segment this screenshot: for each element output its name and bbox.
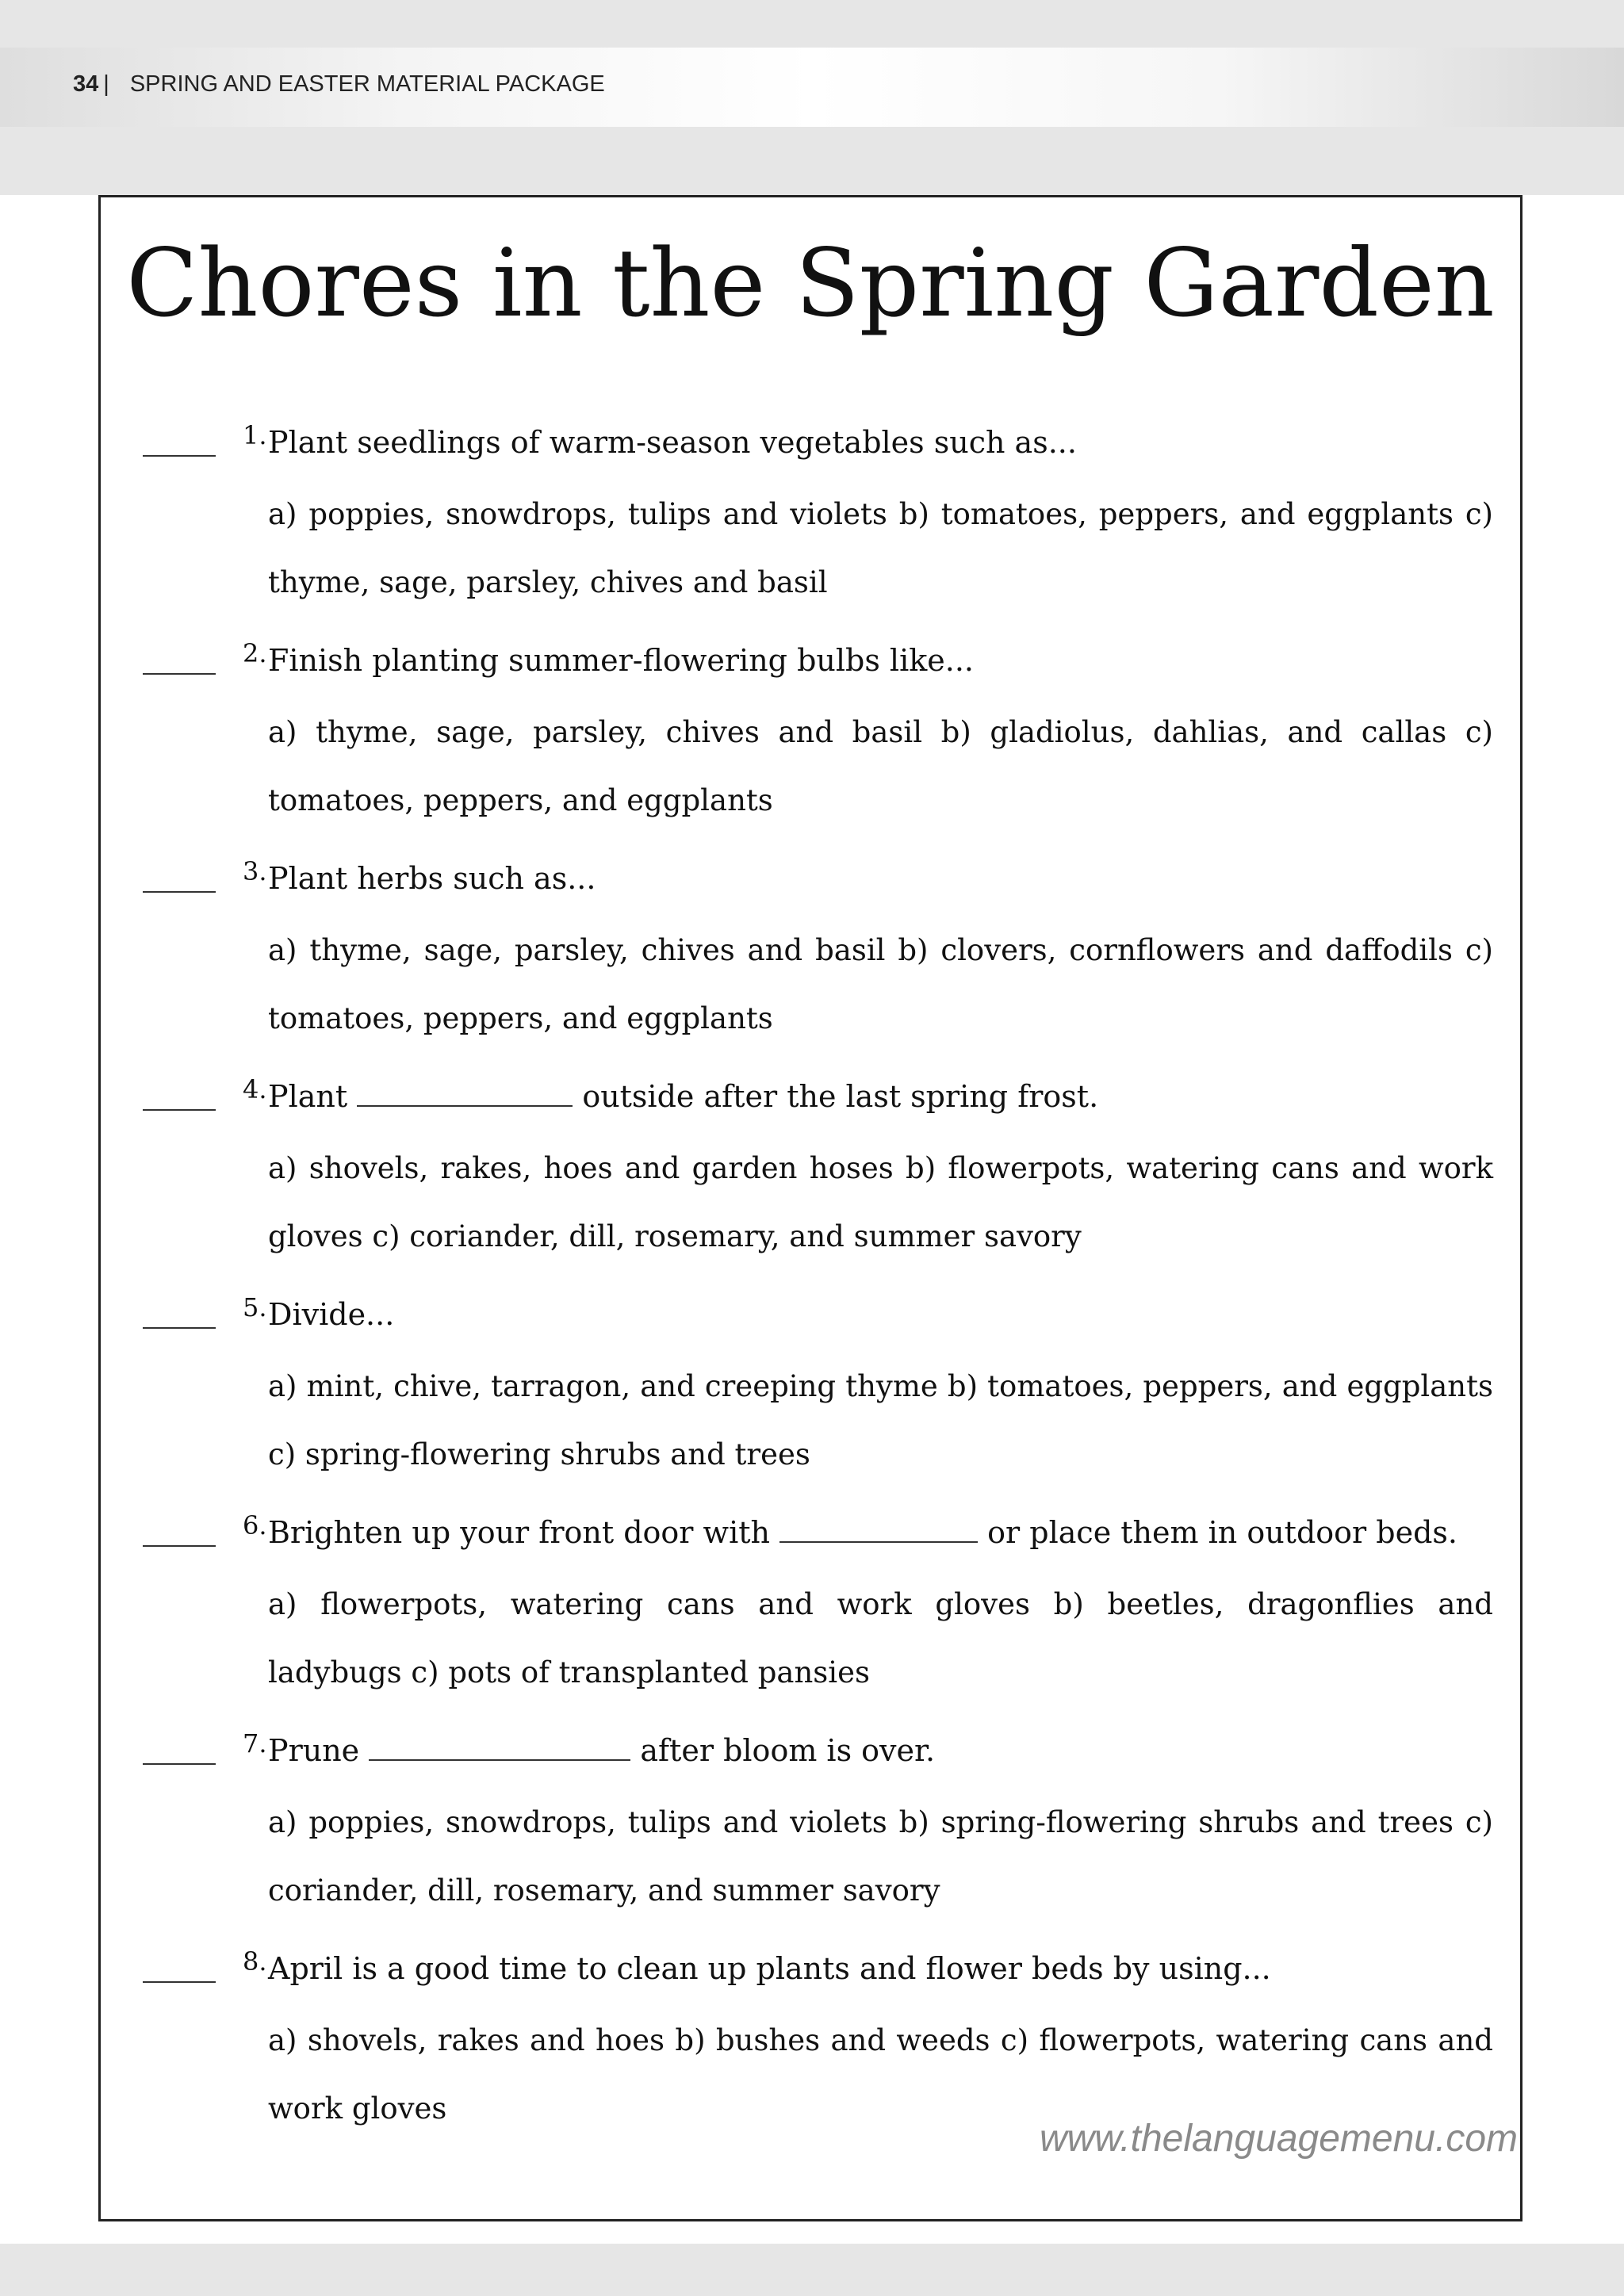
question-options: a) poppies, snowdrops, tulips and violets b) tomatoes, peppers, and eggplants c) thyme, sage, parsley, chives and basil xyxy=(268,497,1493,599)
answer-blank[interactable] xyxy=(143,1109,216,1111)
question-text-start: Prune xyxy=(268,1733,360,1768)
answer-blank[interactable] xyxy=(143,673,216,675)
question-options: a) thyme, sage, parsley, chives and basil b) gladiolus, dahlias, and callas c) tomatoes, peppers, and eggplants xyxy=(268,715,1493,817)
fill-in-blank[interactable] xyxy=(369,1758,630,1761)
question-options: a) shovels, rakes, hoes and garden hoses b) flowerpots, watering cans and work gloves c) coriander, dill, rosemary, and summer savory xyxy=(268,1151,1493,1253)
question-text: Divide... xyxy=(268,1297,395,1332)
question-number: 2. xyxy=(243,638,267,668)
answer-blank[interactable] xyxy=(143,1763,216,1765)
answer-blank[interactable] xyxy=(143,1327,216,1329)
question-text-end: after bloom is over. xyxy=(640,1733,936,1768)
question-number: 6. xyxy=(243,1510,267,1540)
question-options: a) mint, chive, tarragon, and creeping thyme b) tomatoes, peppers, and eggplants c) spring-flowering shrubs and trees xyxy=(268,1369,1493,1471)
question-text xyxy=(268,1730,935,1771)
question-text: April is a good time to clean up plants and flower beds by using... xyxy=(268,1951,1271,1986)
question-number: 1. xyxy=(243,420,267,450)
question-text xyxy=(268,1512,1457,1553)
question-text: Finish planting summer-flowering bulbs like... xyxy=(268,643,974,678)
question-options: a) flowerpots, watering cans and work gloves b) beetles, dragonflies and ladybugs c) pots of transplanted pansies xyxy=(268,1587,1493,1689)
answer-blank[interactable] xyxy=(143,1545,216,1547)
question-text-end: or place them in outdoor beds. xyxy=(987,1515,1457,1550)
page-header xyxy=(73,65,605,103)
answer-blank[interactable] xyxy=(143,891,216,893)
fill-in-blank[interactable] xyxy=(357,1104,573,1107)
question-text: Plant herbs such as... xyxy=(268,861,596,896)
question-number: 3. xyxy=(243,856,267,886)
question-text-end: outside after the last spring frost. xyxy=(582,1079,1099,1114)
header-sub-band xyxy=(0,127,1624,195)
answer-blank[interactable] xyxy=(143,1981,216,1983)
question-text xyxy=(268,1076,1098,1117)
question-number: 4. xyxy=(243,1074,267,1104)
question-options: a) thyme, sage, parsley, chives and basil b) clovers, cornflowers and daffodils c) tomatoes, peppers, and eggplants xyxy=(268,933,1493,1035)
page-number: 34 xyxy=(73,71,99,97)
question-options: a) shovels, rakes and hoes b) bushes and weeds c) flowerpots, watering cans and work gloves xyxy=(268,2023,1493,2126)
worksheet-title: Chores in the Spring Garden xyxy=(126,228,1495,338)
question-text: Plant seedlings of warm-season vegetables such as... xyxy=(268,425,1077,460)
question-options: a) poppies, snowdrops, tulips and violets b) spring-flowering shrubs and trees c) coriander, dill, rosemary, and summer savory xyxy=(268,1805,1493,1908)
question-number: 5. xyxy=(243,1292,267,1322)
question-text-start: Brighten up your front door with xyxy=(268,1515,770,1550)
answer-blank[interactable] xyxy=(143,455,216,457)
header-title: SPRING AND EASTER MATERIAL PACKAGE xyxy=(129,71,605,97)
top-margin-strip xyxy=(0,0,1624,48)
question-text-start: Plant xyxy=(268,1079,348,1114)
website-watermark: www.thelanguagemenu.com xyxy=(1039,2118,1518,2160)
fill-in-blank[interactable] xyxy=(779,1540,978,1543)
footer-band xyxy=(0,2244,1624,2296)
question-number: 7. xyxy=(243,1728,267,1758)
header-separator: | xyxy=(103,71,109,97)
question-number: 8. xyxy=(243,1946,267,1976)
